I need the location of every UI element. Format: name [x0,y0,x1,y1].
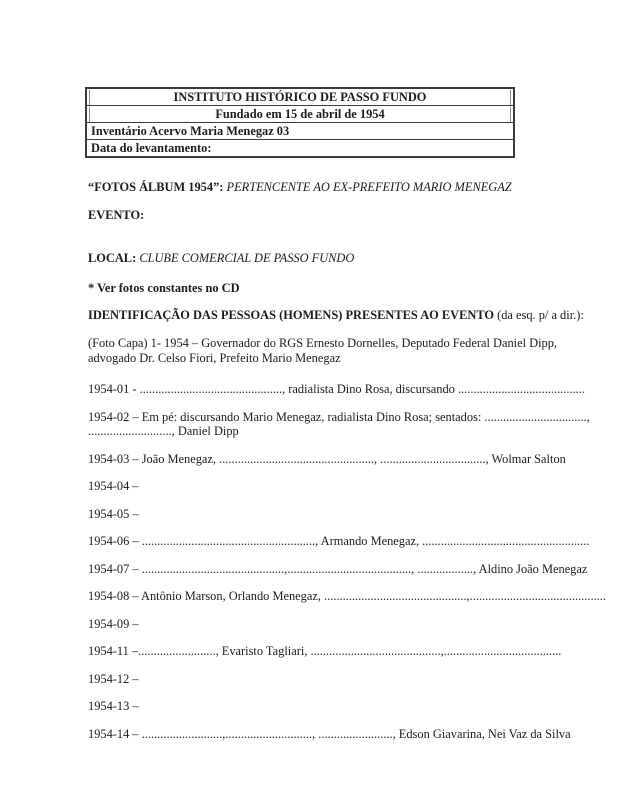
album-title-value: PERTENCENTE AO EX-PREFEITO MARIO MENEGAZ [226,180,512,194]
photo-entry-line: 1954-08 – Antônio Marson, Orlando Menegaz, ..............................................,............................................ [88,589,606,603]
photo-entry [88,589,606,604]
photo-entry-line: advogado Dr. Celso Fiori, Prefeito Mario Menegaz [88,351,341,365]
header-row-inventory [87,122,513,139]
photo-entry [88,479,578,494]
photo-entry-line: 1954-03 – João Menegaz, .................................................., .................................., Wolmar Salton [88,451,566,466]
album-title-line [88,180,578,195]
photo-entry [88,617,578,632]
header-row-founded [87,105,513,122]
photo-list [88,336,606,741]
local-line [88,251,578,266]
local-value: CLUBE COMERCIAL DE PASSO FUNDO [139,251,355,265]
photo-entry-line: 1954-02 – Em pé: discursando Mario Menegaz, radialista Dino Rosa; sentados: ................................., [88,409,590,424]
local-label: LOCAL: [88,251,137,265]
photo-entry-line: 1954-05 – [88,506,139,521]
cd-note-text: * Ver fotos constantes no CD [88,281,240,295]
photo-entry [88,507,578,522]
cd-note-line [88,281,578,296]
photo-entry [88,534,590,549]
photo-entry-line: 1954-09 – [88,616,139,631]
photo-entry-line: 1954-06 – ........................................................, Armando Menegaz, ...................................................... [88,534,590,548]
photo-entry [88,561,588,577]
photo-entry [88,336,578,366]
photo-entry [88,452,578,467]
photo-entry [88,727,578,742]
photo-entry [88,699,578,714]
photo-entry-line: 1954-04 – [88,479,139,493]
identification-heading [88,308,584,323]
header-table [85,87,515,158]
photo-entry-line: 1954-12 – [88,671,139,686]
photo-entry-line: (Foto Capa) 1- 1954 – Governador do RGS Ernesto Dornelles, Deputado Federal Daniel Dipp, [88,336,558,350]
photo-entry-line: 1954-11 –........................., Evaristo Tagliari, ..........................................,...................................... [88,644,562,658]
photo-entry [88,409,590,439]
evento-label: EVENTO: [88,208,145,222]
evento-line [88,208,578,223]
photo-entry-line: 1954-01 - .............................................., radialista Dino Rosa, discursando ......................................... [88,382,585,396]
photo-entry-line: 1954-13 – [88,699,139,713]
header-row-institute [87,89,513,105]
photo-entry [88,382,585,397]
survey-date-label: Data do levantamento: [91,141,212,155]
founded-date: Fundado em 15 de abril de 1954 [215,107,385,121]
photo-entry-line: 1954-14 – ..........................,............................, ........................, Edson Giavarina, Nei Vaz da Silva [88,726,571,741]
photo-entry-line: 1954-07 – ..............................................,........................................, .................., Aldino João Menegaz [88,561,588,576]
album-title-label: “FOTOS ÁLBUM 1954”: [88,180,224,194]
identification-heading-bold: IDENTIFICAÇÃO DAS PESSOAS (HOMENS) PRESENTES AO EVENTO [88,308,494,322]
photo-entry-line: ..........................., Daniel Dipp [88,424,239,438]
photo-entry [88,672,578,687]
header-row-survey-date [87,139,513,156]
identification-heading-normal: (da esq. p/ a dir.): [494,308,584,322]
institute-name: INSTITUTO HISTÓRICO DE PASSO FUNDO [173,90,427,104]
photo-entry [88,644,578,659]
inventory-label: Inventário Acervo Maria Menegaz 03 [91,124,290,138]
